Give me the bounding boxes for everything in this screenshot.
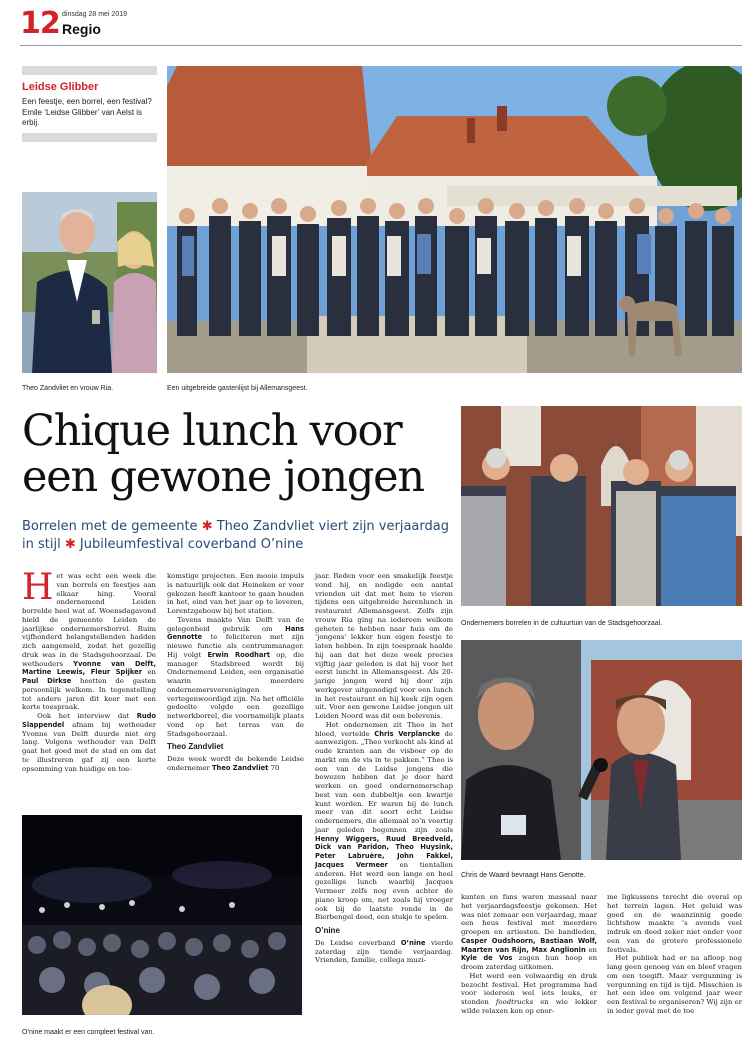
names: O’nine	[400, 938, 426, 947]
article-subhead	[22, 518, 454, 554]
caption-borrel: Ondernemers borrelen in de cultuurtuin van de Stadsgehoorzaal.	[461, 620, 663, 627]
text: op, die manager Stadsbreed wordt bij Ondernemend Leiden, een organisatie waarin meerdere ondernemersverenigingen vertegenwoordigd zijn. Na het officiële gedeelte volgde een gezellige netwerkborrel, die voornamelijk plaats vond op het terras van de Stadsgehoorzaal.	[167, 650, 304, 738]
names: Henny Wiggers, Ruud Breedveld, Dick van Paridon, Theo Huysink, Peter Labruère, John Fakkel, Jacques Vermeer	[315, 834, 453, 869]
text: vierde zaterdag zijn tiende verjaardag. Vrienden, familie, collega muzi-	[315, 938, 453, 965]
paragraph	[22, 567, 156, 712]
text: Het ondernemen zit Theo in het bloed, vertelde	[315, 720, 453, 738]
names: Yvonne van Delft, Martine Leewis, Fleur Spijker	[22, 659, 156, 677]
text: Het werd een volwaardig en druk bezocht festival. Het programma had voor iedereen wel iets leuks, er stonden	[461, 971, 597, 1006]
section-title: Regio	[62, 21, 101, 37]
names: Erwin Roodhart	[207, 650, 270, 659]
photo-group	[167, 66, 742, 373]
article-column-4	[461, 893, 597, 1016]
teaser-top-bar	[22, 66, 157, 75]
caption-interview: Chris de Waard bevraagt Hans Genotte.	[461, 872, 586, 879]
paragraph	[315, 721, 453, 922]
subhead-part-3: Jubileumfestival coverband O’nine	[79, 537, 304, 552]
header-divider	[20, 45, 742, 46]
article-column-5	[607, 893, 742, 1016]
text: komstige projecten. Een mooie impuls is natuurlijk ook dat Heineken er voor gekozen heeft kantoor te gaan houden in het, eind van het jaar op te leveren, Lorentzgebouw bij het station.	[167, 572, 304, 615]
paragraph	[167, 755, 304, 773]
paragraph	[315, 939, 453, 965]
text: de aanwezigen. „Theo verkocht als kind al oude kranten aan de visboer op de markt om de vis in te pakken.” Theo is een van de Leidse jongens die bewezen hebben dat je door hard werken en goed ondernemerschap best van een dubbeltje een kwartje kunt worden. Er waren bij de lunch meer van dit soort echt Leidse ondernemers, die allemaal zo’n veertig jaar geleden begonnen zijn zoals	[315, 729, 453, 834]
text: en	[588, 945, 597, 954]
paragraph	[461, 893, 597, 972]
text: jaar. Reden voor een smakelijk feestje vond hij, en nodigde een aantal vrienden uit dat met hem te vieren tijdens een uitgebreide herenlunch in restaurant Allemansgeest. Zelfs zijn vrouw Ria ging na iedereen welkom geheten te hebben naar huis om de ‘jongens’ lekker hun eigen feestje te laten hebben. In zijn toespraak haalde hij aan dat het deze week precies vijftig jaar geleden is dat hij voor het eerst luncht in Allemansgeest. Als 20-jarige jongen werd hij door zijn werkgever uitgenodigd voor een lunch in het restaurant en hij keek zijn ogen uit. Voor een gewone Leidse jongen uit Leiden Noord was dit een belevenis.	[315, 572, 453, 720]
photo-couple	[22, 192, 157, 373]
caption-couple: Theo Zandvliet en vrouw Ria.	[22, 385, 114, 392]
teaser-box[interactable]	[22, 66, 157, 150]
names: Theo Zandvliet	[212, 763, 269, 772]
section-heading: O’nine	[315, 926, 340, 935]
teaser-bottom-bar	[22, 133, 157, 142]
names: Hans Gennotte	[167, 624, 304, 642]
headline-line-2: een gewone jongen	[22, 452, 424, 502]
text: Het publiek had er na afloop nog lang geen genoeg van en bleef vragen om een toegift. Maar vergunning is vergunning en tijd is tijd. Misschien is het een idee om volgend jaar weer een festival te organiseren? Wij zijn er in ieder geval met de toe	[607, 954, 742, 1015]
article-column-2	[167, 572, 304, 773]
teaser-text: Een feestje, een borrel, een festival? Emile ‘Leidse Glibber’ van Aelst is erbij.	[22, 97, 152, 127]
text: kanten en fans waren massaal naar het verjaardagsfeestje gekomen. Het was niet zomaar een verjaardag, maar een heus festival met meerdere groepen en artiesten. De bandleden,	[461, 893, 597, 936]
text: en	[147, 668, 156, 677]
text: en tientallen anderen. Het werd een lange en heel gezellige lunch waarbij Jacques Vermeer zelfs nog even achter de piano kroop om, net zoals hij vroeger ook bij de laatste ronde in de Bierbengel deed, een stukje te spelen.	[315, 860, 453, 922]
paragraph	[607, 954, 742, 1015]
article-column-1	[22, 567, 156, 773]
text: te feliciteren met zijn nieuwe functie als centrummanager. Hij volgt	[167, 633, 304, 659]
photo-concert	[22, 815, 302, 1015]
page-number: 12	[20, 6, 60, 41]
drop-cap: H	[22, 567, 54, 608]
italic-term: foodtrucks	[495, 998, 534, 1006]
text: Deze week wordt de bekende Leidse ondernemer	[167, 755, 304, 772]
star-icon: ✱	[64, 537, 76, 552]
paragraph	[167, 572, 304, 616]
article-headline	[22, 408, 452, 500]
text: De Leidse coverband	[315, 938, 396, 947]
header-date: dinsdag 28 mei 2019	[62, 11, 127, 18]
headline-line-1: Chique lunch voor	[22, 406, 402, 456]
names: Chris Verplancke	[374, 729, 440, 738]
text: Tevens maakte Van Delft van de gelegenheid gebruik om	[167, 615, 304, 633]
star-icon: ✱	[201, 519, 213, 534]
photo-borrel	[461, 406, 742, 606]
caption-group: Een uitgebreide gastenlijst bij Allemansgeest.	[167, 385, 308, 392]
paragraph	[461, 972, 597, 1016]
names: Casper Oudshoorn, Bastiaan Wolf, Maarten van Rijn, Max Anglionin	[461, 936, 597, 954]
text: zagen hun hoop en droom zaterdag uitkomen.	[461, 954, 598, 971]
text: 70	[270, 763, 280, 772]
paragraph	[315, 572, 453, 721]
text: en wie lekker wilde relaxen kon op enor-	[461, 998, 597, 1015]
names: Paul Dirkse	[22, 677, 72, 685]
text: afnam bij wethouder Yvonne van Delft duurde niet erg lang. Volgens wethouder van Delft gaat het goed met de stad en om dat te illustreren gaf zij een korte opsomming van huidige en toe-	[22, 720, 156, 773]
text: et was echt een week die van borrels en feestjes aan elkaar hing. Vooral ondernemend Leiden borrelde heel wat af. Woensdagavond hield de gemeente Leiden de jaarlijkse ondernemersborrel. Ruim vijfhonderd belangstellenden hadden zich aangemeld, zodat het gezellig druk was in de Stadsgehoorzaal. De wethouders	[22, 572, 156, 668]
names: Kyle de Vos	[461, 954, 513, 963]
teaser-title: Leidse Glibber	[22, 81, 99, 93]
paragraph	[607, 893, 742, 954]
text: Ook het interview dat	[37, 712, 130, 720]
text: me ligkussens terecht die overal op het terrein lagen. Het geluid was goed en de waanzinnig goede lichtshow maakte ’s avonds veel indruk en deed zeker niet onder voor een van de grotere professionele festivals.	[607, 893, 742, 954]
caption-concert: O’nine maakt er een compleet festival van.	[22, 1029, 155, 1036]
names: Rudo Slappendel	[22, 712, 156, 729]
subhead-part-2: Theo Zandvliet viert zijn verjaardag in stijl	[22, 519, 449, 552]
subhead-part-1: Borrelen met de gemeente	[22, 519, 198, 534]
article-column-3	[315, 572, 453, 965]
text: heetten de gasten persoonlijk welkom. In tegenstelling tot andere jaren dit keer met een korte toespraak.	[22, 677, 156, 712]
paragraph	[22, 712, 156, 773]
photo-interview	[461, 640, 742, 860]
section-heading: Theo Zandvliet	[167, 742, 224, 752]
paragraph	[167, 616, 304, 739]
